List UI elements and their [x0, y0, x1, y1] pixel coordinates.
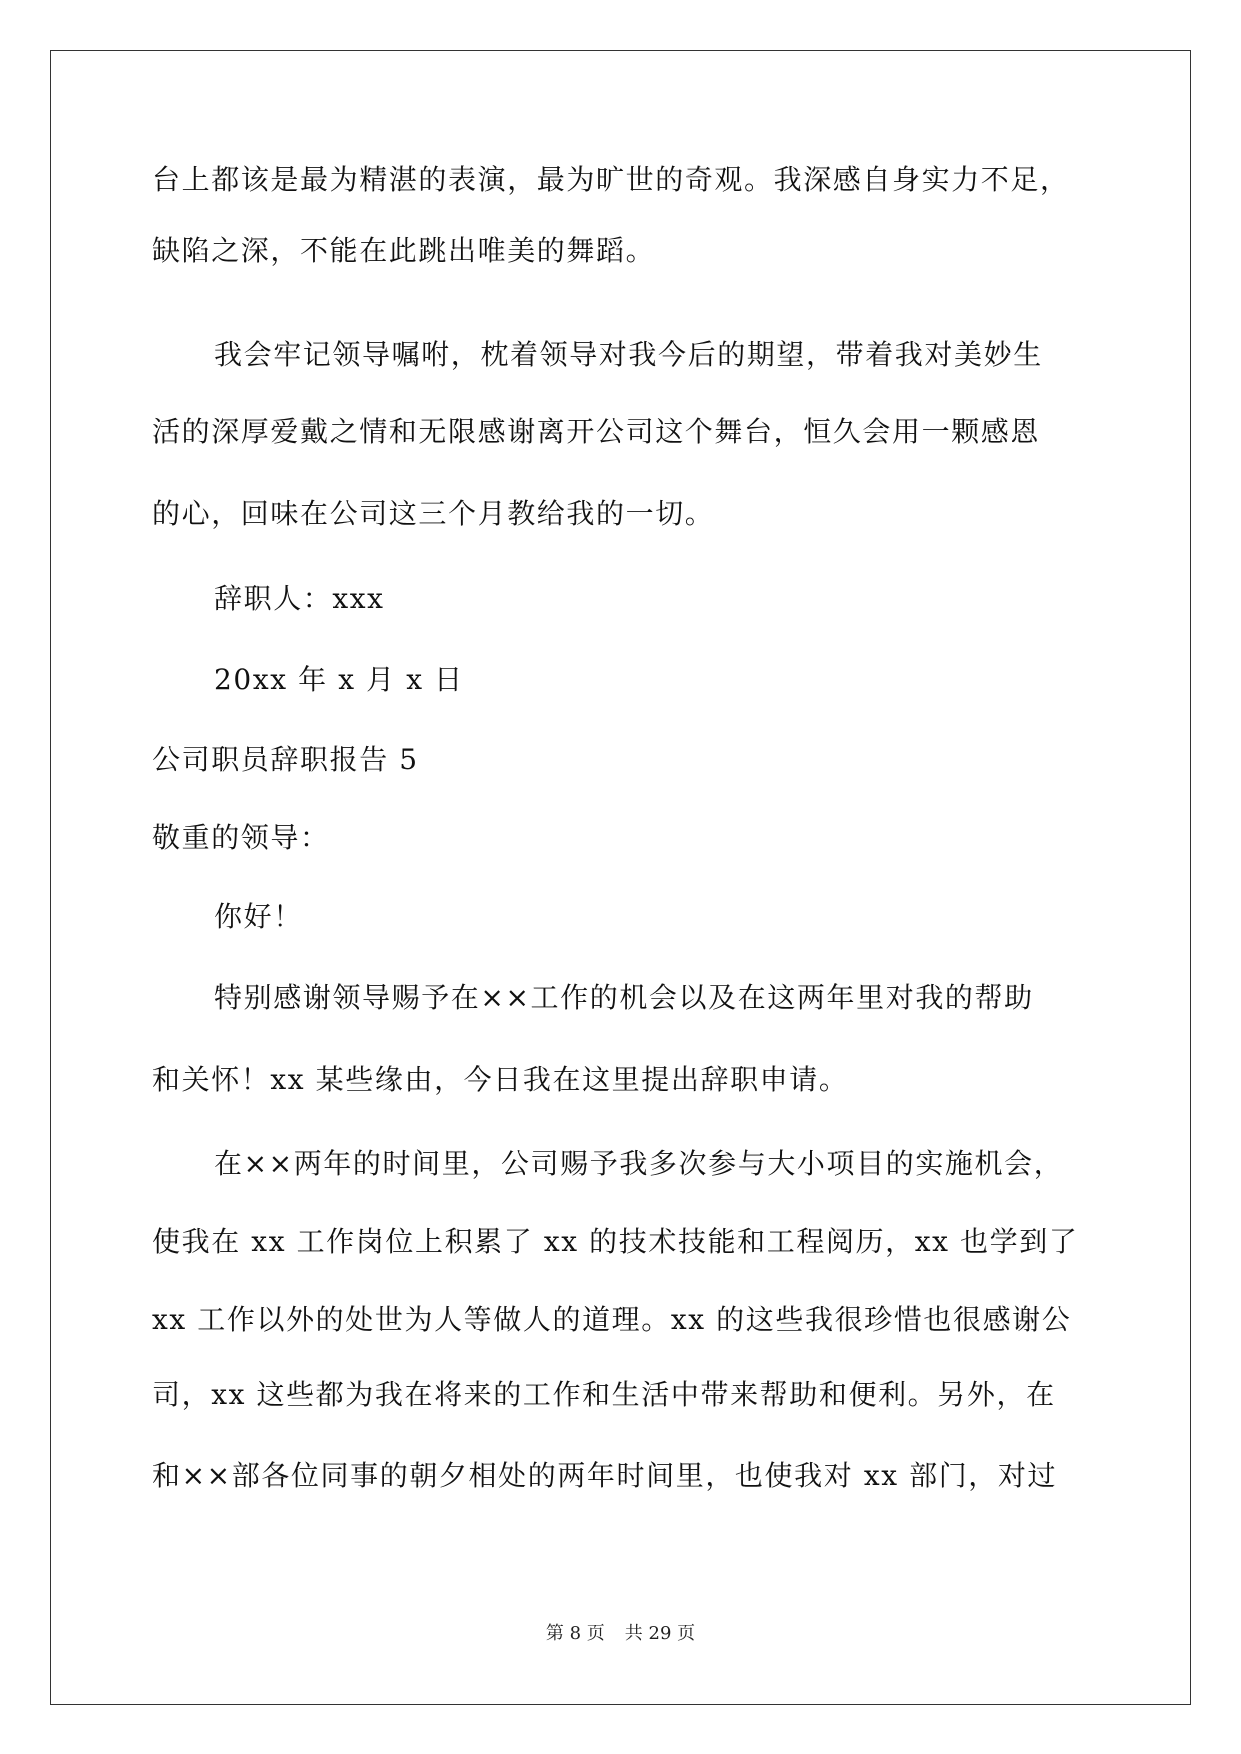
text-line: 司，xx 这些都为我在将来的工作和生活中带来帮助和便利。另外，在: [152, 1378, 1056, 1411]
page-number: 第 8 页: [545, 1623, 605, 1644]
text-line: 的心，回味在公司这三个月教给我的一切。: [152, 497, 715, 530]
text-line: 使我在 xx 工作岗位上积累了 xx 的技术技能和工程阅历，xx 也学到了: [152, 1225, 1079, 1258]
greeting: 你好！: [214, 900, 303, 933]
text-line: 台上都该是最为精湛的表演，最为旷世的奇观。我深感自身实力不足，: [152, 163, 1070, 196]
salutation: 敬重的领导：: [152, 821, 330, 854]
text-line: 特别感谢领导赐予在××工作的机会以及在这两年里对我的帮助: [214, 981, 1034, 1014]
text-line: 缺陷之深，不能在此跳出唯美的舞蹈。: [152, 234, 656, 267]
text-line: 我会牢记领导嘱咐，枕着领导对我今后的期望，带着我对美妙生: [214, 338, 1043, 371]
page-total: 共 29 页: [624, 1623, 696, 1644]
signature-line: 辞职人：xxx: [214, 582, 385, 615]
text-line: 在××两年的时间里，公司赐予我多次参与大小项目的实施机会，: [214, 1147, 1064, 1180]
text-line: 活的深厚爱戴之情和无限感谢离开公司这个舞台，恒久会用一颗感恩: [152, 415, 1041, 448]
text-line: 和关怀！xx 某些缘由，今日我在这里提出辞职申请。: [152, 1063, 849, 1096]
page-footer: [0, 1622, 1241, 1646]
date-line: 20xx 年 x 月 x 日: [214, 663, 464, 696]
section-title: 公司职员辞职报告 5: [152, 743, 419, 776]
text-line: xx 工作以外的处世为人等做人的道理。xx 的这些我很珍惜也很感谢公: [152, 1303, 1072, 1336]
text-line: 和××部各位同事的朝夕相处的两年时间里，也使我对 xx 部门，对过: [152, 1459, 1058, 1492]
